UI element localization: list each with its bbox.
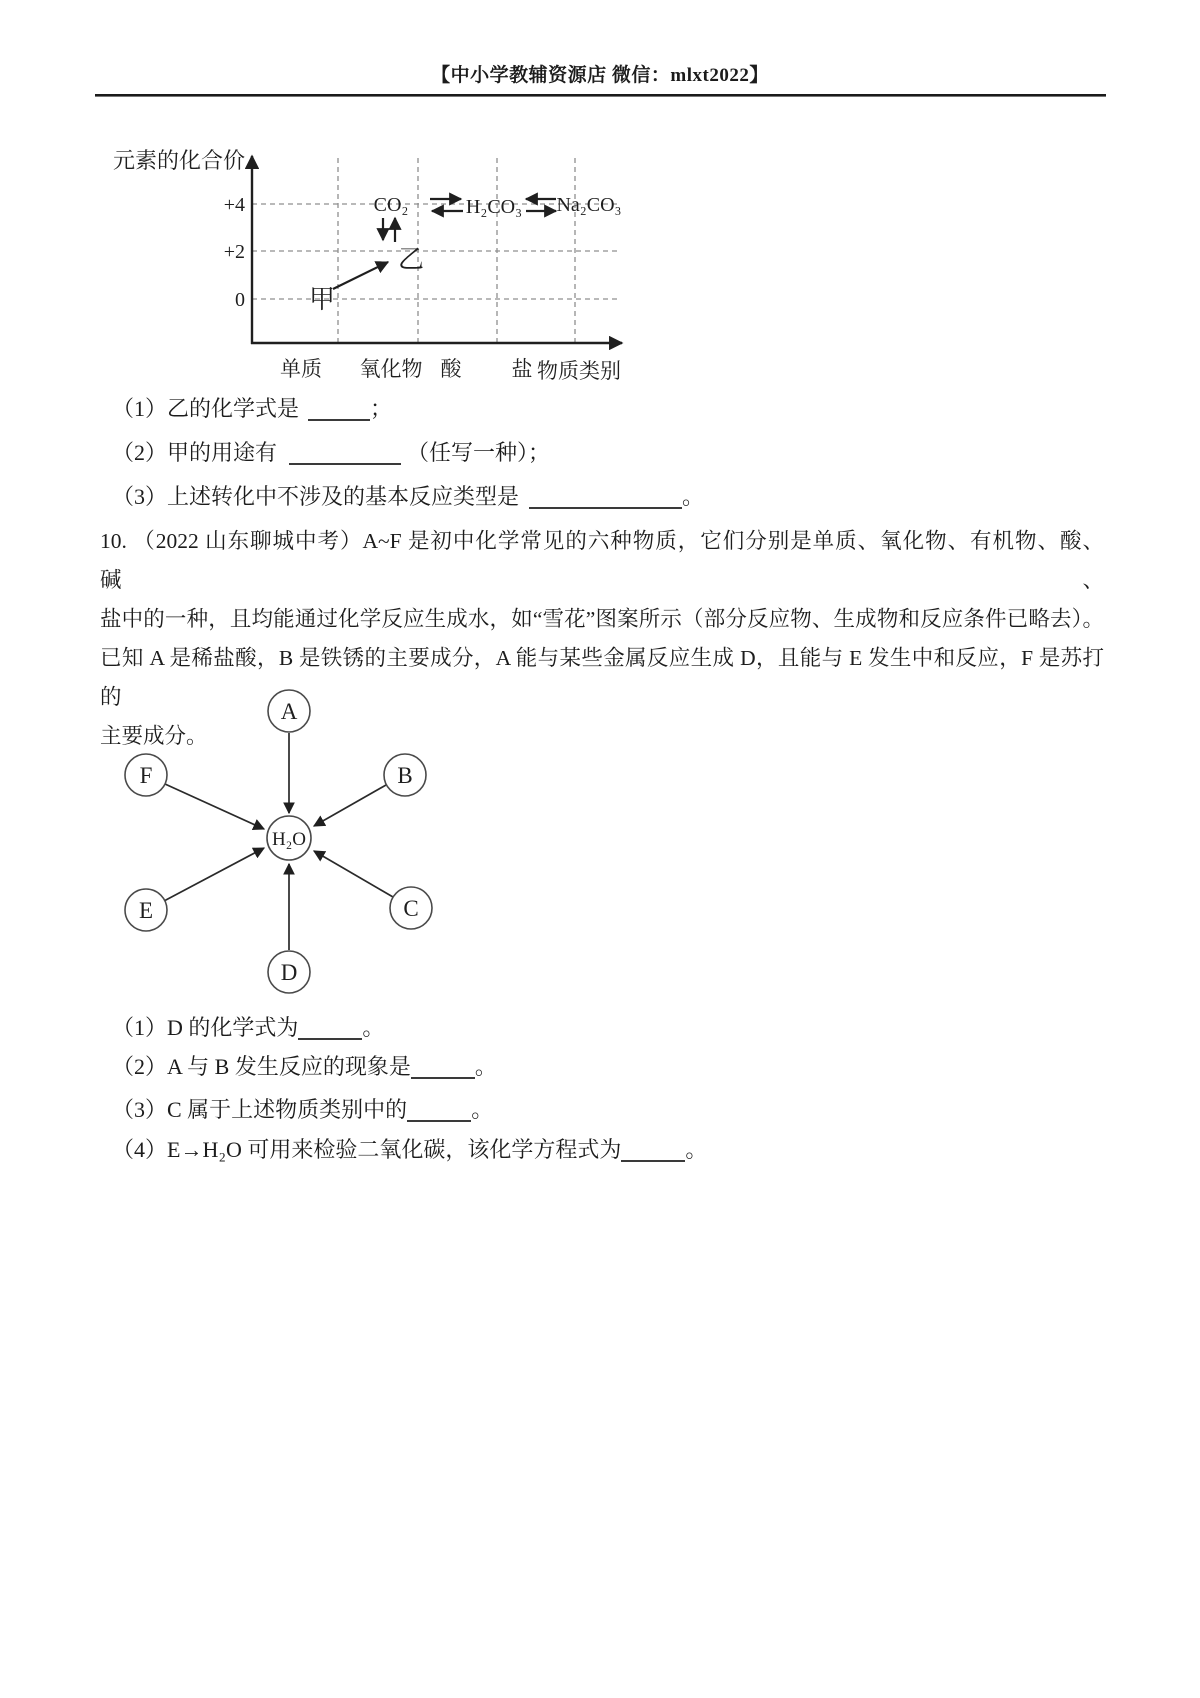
q10-sub1-blank <box>298 1018 362 1040</box>
q10-sub1-text: （1）D 的化学式为 <box>112 1015 299 1040</box>
node-label-e: E <box>138 898 154 923</box>
q10-stem-line2: 盐中的一种，且均能通过化学反应生成水，如“雪花”图案所示（部分反应物、生成物和反应条件已略去）。 <box>100 607 1104 631</box>
y-axis-label: 元素的化合价 <box>113 148 246 173</box>
q10-sub2-punct: 。 <box>474 1054 497 1079</box>
q9-sub1 <box>112 395 392 423</box>
q9-sub1-punct: ； <box>370 396 393 421</box>
q10-sub4-text: （4）E→H₂O 可用来检验二氧化碳，该化学方程式为 <box>112 1137 622 1162</box>
q10-sub3-text: （3）C 属于上述物质类别中的 <box>112 1097 408 1122</box>
y-tick-zero: 0 <box>235 289 245 311</box>
chart-axes <box>251 156 622 344</box>
x-cat-suan: 酸 <box>440 357 462 381</box>
q10-stem-line3: 已知 A 是稀盐酸，B 是铁锈的主要成分，A 能与某些金属反应生成 D，且能与 E 发生中和反应，F 是苏打的 <box>100 646 1104 709</box>
q10-sub2 <box>112 1053 497 1081</box>
q9-sub2-text: （2）甲的用途有 <box>112 440 278 465</box>
q10-sub3-blank <box>407 1100 471 1122</box>
q9-sub3-blank <box>529 487 682 509</box>
page-header-text: 【中小学教辅资源店 微信：mlxt2022】 <box>431 65 769 86</box>
point-jia: 甲 <box>308 285 336 314</box>
q9-sub3-punct: 。 <box>682 484 705 509</box>
node-label-b: B <box>397 763 413 788</box>
conversion-arrows <box>333 199 556 289</box>
q9-sub1-blank <box>308 399 370 421</box>
q9-sub2-note: （任写一种）； <box>407 440 551 465</box>
q10-sub3 <box>112 1096 493 1124</box>
header-divider <box>95 94 1106 97</box>
q10-sub4-punct: 。 <box>685 1137 708 1162</box>
q9-sub3 <box>112 483 704 511</box>
q10-stem-line4: 主要成分。 <box>100 724 208 748</box>
node-label-d: D <box>280 960 298 985</box>
q10-sub1 <box>112 1014 384 1042</box>
q10-stem-line1: 10. （2022 山东聊城中考）A~F 是初中化学常见的六种物质，它们分别是单质、氧化物、有机物、酸、碱、 <box>100 529 1104 592</box>
node-label-h2o: H₂O <box>271 829 307 850</box>
q10-sub2-blank <box>411 1057 475 1079</box>
q10-sub2-text: （2）A 与 B 发生反应的现象是 <box>112 1054 411 1079</box>
node-label-c: C <box>403 896 419 921</box>
q9-sub3-text: （3）上述转化中不涉及的基本反应类型是 <box>112 484 520 509</box>
diagram-letters <box>139 699 419 985</box>
x-cat-danzhi: 单质 <box>280 357 322 381</box>
q10-sub3-punct: 。 <box>471 1097 494 1122</box>
snowflake-diagram <box>106 676 446 998</box>
q10-sub4-blank <box>621 1140 685 1162</box>
chart-gridlines <box>252 158 617 343</box>
y-tick-plus2: +2 <box>223 241 245 263</box>
point-yi: 乙 <box>397 245 425 274</box>
point-h2co3: H₂CO₃ <box>465 196 523 218</box>
point-co2: CO₂ <box>373 194 409 216</box>
point-na2co3: Na₂CO₃ <box>556 194 622 216</box>
q9-sub2-blank <box>289 443 401 465</box>
q10-sub4 <box>112 1136 707 1164</box>
x-axis-label: 物质类别 <box>537 359 621 383</box>
q9-sub2 <box>112 439 550 467</box>
q9-sub1-text: （1）乙的化学式是 <box>112 396 300 421</box>
node-label-a: A <box>280 699 298 724</box>
node-label-f: F <box>139 763 153 788</box>
valence-chart <box>95 128 655 390</box>
x-cat-yanghuawu: 氧化物 <box>359 357 423 381</box>
q10-sub1-punct: 。 <box>362 1015 385 1040</box>
y-tick-plus4: +4 <box>223 194 245 216</box>
x-cat-yan: 盐 <box>511 357 533 381</box>
